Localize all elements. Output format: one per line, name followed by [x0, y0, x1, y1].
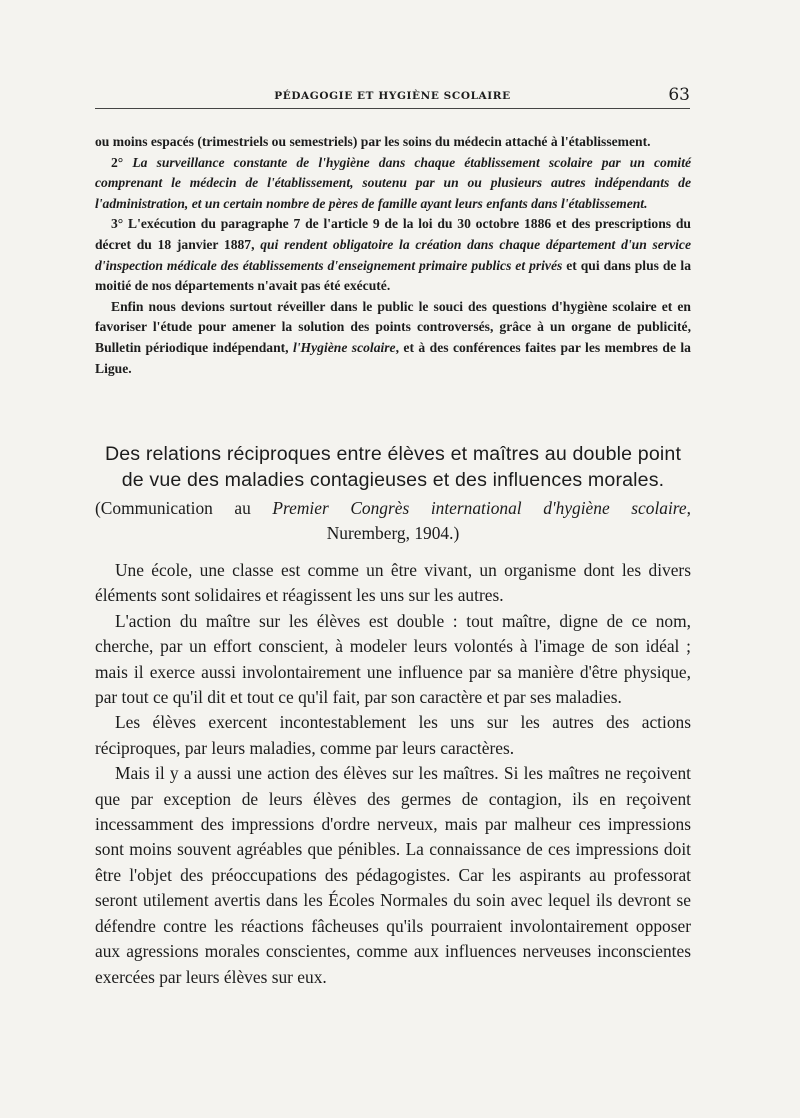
body-paragraph: L'action du maître sur les élèves est double : tout maître, digne de ce nom, cherche, par un effort conscient, à modeler leurs volontés à l'image de son idéal ; mais il exerce aussi involontairement une influence par sa manière d'être physique, par tout ce qu'il dit et tout ce qu'il fait, par son caractère et par ses maladies. [95, 610, 691, 708]
paragraph-item-2 [95, 153, 691, 215]
enfin-tail: , et à des conférences faites par les membres de la Ligue. [95, 339, 691, 376]
congress-title: Premier Congrès international d'hygiène scolaire [272, 498, 687, 518]
body-paragraph: Les élèves exercent incontestablement les uns sur les autres des actions réciproques, par leurs maladies, comme par leurs caractères. [95, 712, 691, 758]
item-3-lead: 3° L'exécution du paragraphe 7 de l'article 9 de la loi du 30 octobre 1886 et des prescriptions du décret du 18 janvier 1887, [95, 216, 691, 252]
body-paragraph: Une école, une classe est comme un être vivant, un organisme dont les divers éléments sont solidaires et réagissent les uns sur les autres. [95, 560, 691, 606]
item-number: 2° [111, 154, 133, 170]
item-2-text: La surveillance constante de l'hygiène dans chaque établissement scolaire par un comité comprenant le médecin de l'établissement, soutenu par un ou plusieurs autres indépendants de l'administration, et un certain nombre de pères de famille ayant leurs enfants dans l'établissement. [95, 154, 692, 211]
enfin-lead: Enfin nous devions surtout réveiller dans le public le souci des questions d'hygiène scolaire et en favoriser l'étude pour amener la solution des points controversés, grâce à un organe de publicité, Bulletin périodique indépendant, [95, 298, 691, 355]
body-paragraph: Mais il y a aussi une action des élèves sur les maîtres. Si les maîtres ne reçoivent que par exception de leurs élèves des germes de contagion, ils en reçoivent incessamment des impressions d'ordre nerveux, mais par malheur ces impressions sont moins souvent agréables que pénibles. La connaissance de ces impressions doit être l'objet des préoccupations des pédagogistes. Car les aspirants au professorat seront utilement avertis dans les Écoles Normales du soin avec lequel ils devront se défendre contre les réactions fâcheuses qu'ils pourraient involontairement opposer aux agressions morales conscientes, comme aux influences nerveuses inconscientes exercées par leurs élèves sur eux. [95, 763, 691, 987]
main-text [95, 558, 691, 990]
running-title: PÉDAGOGIE ET HYGIÈNE SCOLAIRE [274, 90, 511, 102]
journal-title: l'Hygiène scolaire [293, 339, 396, 355]
section-heading: Des relations réciproques entre élèves et maîtres au double point de vue des maladies contagieuses et des influences morales. [104, 443, 682, 491]
paragraph-item-3 [95, 214, 691, 296]
page-number: 63 [668, 85, 690, 105]
source-citation [95, 496, 691, 546]
item-3-tail: et qui dans plus de la moitié de nos départements n'avait pas été exécuté. [95, 257, 691, 294]
item-3-italic: qui rendent obligatoire la création dans chaque département d'un service d'inspection médicale des établissements d'enseignement primaire publics et privés [95, 236, 691, 273]
citation-lead: (Communication au [95, 498, 273, 518]
paragraph-continuation: ou moins espacés (trimestriels ou semestriels) par les soins du médecin attaché à l'établissement. [95, 134, 651, 149]
page-header [95, 84, 690, 109]
citation-comma: , [686, 498, 691, 518]
citation-line-1 [95, 496, 691, 521]
top-section [95, 132, 691, 379]
citation-line-2: Nuremberg, 1904.) [326, 523, 460, 543]
paragraph-enfin [95, 297, 691, 379]
